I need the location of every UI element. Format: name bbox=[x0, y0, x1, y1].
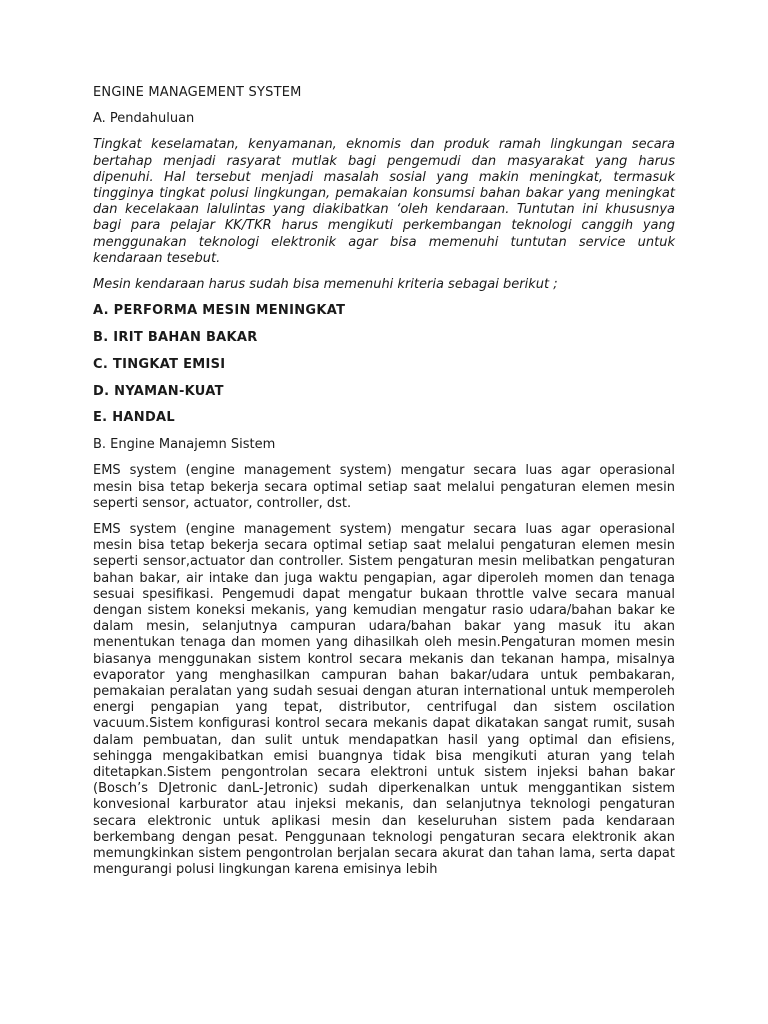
ems-paragraph-2: EMS system (engine management system) mengatur secara luas agar operasional mesin bisa tetap bekerja secara optimal setiap saat melalui pengaturan elemen mesin seperti sensor,actuator dan controller. Sistem pengaturan mesin melibatkan pengaturan bahan bakar, air intake dan juga waktu pengapian, agar diperoleh momen dan tenaga sesuai spesifikasi. Pengemudi dapat mengatur bukaan throttle valve secara manual dengan sistem koneksi mekanis, yang kemudian mengatur rasio udara/bahan bakar ke dalam mesin, selanjutnya campuran udara/bahan bakar yang masuk itu akan menentukan tenaga dan momen yang dihasilkah oleh mesin.Pengaturan momen mesin biasanya menggunakan sistem kontrol secara mekanis dan tekanan hampa, misalnya evaporator yang menghasilkan campuran bahan bakar/udara untuk pembakaran, pemakaian peralatan yang sudah sesuai dengan aturan international untuk memperoleh energi pengapian yang tepat, distributor, centrifugal dan sistem oscilation vacuum.Sistem konfigurasi kontrol secara mekanis dapat dikatakan sangat rumit, susah dalam pembuatan, dan sulit untuk mendapatkan hasil yang optimal dan efisiens, sehingga mengakibatkan emisi buangnya tidak bisa mengikuti aturan yang telah ditetapkan.Sistem pengontrolan secara elektroni untuk sistem injeksi bahan bakar (Bosch’s DJetronic danL-Jetronic) sudah diperkenalkan untuk menggantikan sistem konvesional karburator atau injeksi mekanis, dan selanjutnya teknologi pengaturan secara elektronic untuk aplikasi mesin dan keseluruhan sistem pada kendaraan berkembang dengan pesat. Penggunaan teknologi pengaturan secara elektronik akan memungkinkan sistem pengontrolan berjalan secara akurat dan tahan lama, serta dapat mengurangi polusi lingkungan karena emisinya lebih bbox=[93, 522, 675, 878]
document-title: ENGINE MANAGEMENT SYSTEM bbox=[93, 85, 302, 100]
criteria-item: D. NYAMAN-KUAT bbox=[93, 383, 224, 399]
criteria-item: C. TINGKAT EMISI bbox=[93, 356, 226, 372]
section-a-heading: A. Pendahuluan bbox=[93, 111, 195, 127]
criteria-list bbox=[93, 303, 675, 426]
criteria-item: B. IRIT BAHAN BAKAR bbox=[93, 330, 258, 346]
intro-paragraph: Tingkat keselamatan, kenyamanan, eknomis dan produk ramah lingkungan secara bertahap menjadi rasyarat mutlak bagi pengemudi dan masyarakat yang harus dipenuhi. Hal tersebut menjadi masalah sosial yang makin meningkat, termasuk tingginya tingkat polusi lingkungan, pemakaian konsumsi bahan bakar yang meningkat dan kecelakaan lalulintas yang diakibatkan ‘oleh kendaraan. Tuntutan ini khususnya bagi para pelajar KK/TKR harus mengikuti perkembangan teknologi canggih yang menggunakan teknologi elektronik agar bisa memenuhi tuntutan service untuk kendaraan tesebut. bbox=[93, 137, 675, 266]
ems-paragraph-1: EMS system (engine management system) mengatur secara luas agar operasional mesin bisa tetap bekerja secara optimal setiap saat melalui pengaturan elemen mesin seperti sensor, actuator, controller, dst. bbox=[93, 463, 675, 511]
criteria-item: A. PERFORMA MESIN MENINGKAT bbox=[93, 303, 346, 319]
criteria-item: E. HANDAL bbox=[93, 410, 176, 426]
document-page bbox=[93, 85, 675, 889]
criteria-intro: Mesin kendaraan harus sudah bisa memenuhi kriteria sebagai berikut ; bbox=[93, 277, 558, 293]
section-b-heading: B. Engine Manajemn Sistem bbox=[93, 437, 276, 453]
